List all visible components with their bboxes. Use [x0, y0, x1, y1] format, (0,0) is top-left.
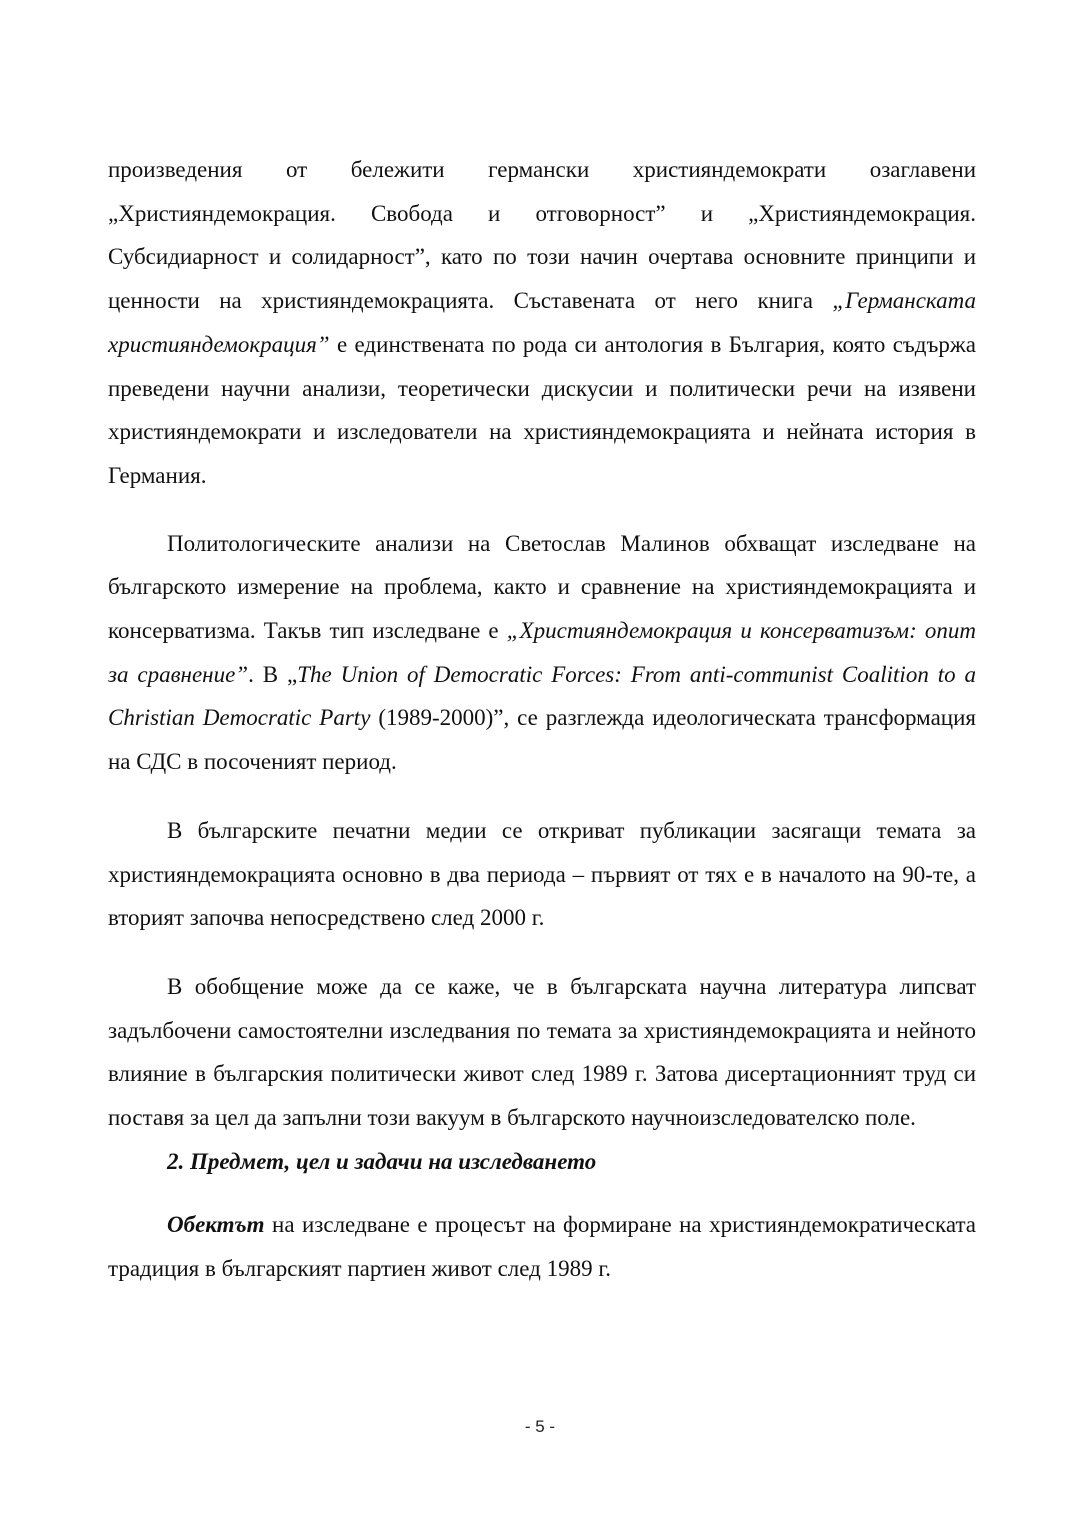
- paragraph-research-object: [108, 1203, 976, 1290]
- paragraph-text: В българските печатни медии се откриват публикации засягащи темата за християндемокрацията основно в два периода – първият от тях е в началото на 90-те, а вторият започва непосредствено след 2000 г.: [108, 817, 976, 931]
- page-number: - 5 -: [524, 1417, 556, 1436]
- section-heading: 2. Предмет, цел и задачи на изследването: [167, 1148, 597, 1174]
- paragraph-print-media: [108, 809, 976, 940]
- paragraph-text: (1989-2000)”, се разглежда идеологическата трансформация на СДС в посоченият период.: [108, 705, 976, 775]
- paragraph-summary: [108, 965, 976, 1140]
- paragraph-text: . В „: [248, 661, 298, 687]
- lead-term-bold-italic: Обектът: [167, 1212, 265, 1238]
- paragraph-malinov-analyses: [108, 522, 976, 784]
- document-body: [108, 148, 976, 1291]
- paragraph-christian-democracy-anthology: [108, 148, 976, 498]
- publication-title-english-italic: The Union of Democratic Forces: From anti-communist Coalition to a Christian Democratic Party: [108, 661, 976, 731]
- paragraph-text: В обобщение може да се каже, че в българската научна литература липсват задълбочени самостоятелни изследвания по темата за християндемокрацията и нейното влияние в българския политически живот след 1989 г. Затова дисертационният труд си поставя за цел да запълни този вакуум в българското научноизследователско поле.: [108, 973, 976, 1131]
- paragraph-text: произведения от бележити германски християндемократи озаглавени „Християндемокрация. Свобода и отговорност” и „Християндемокрация. Субсидиарност и солидарност”, като по този начин очертава основните принципи и ценности на християндемокрацията. Съставената от него книга: [108, 157, 976, 314]
- paragraph-text: Политологическите анализи на Светослав Малинов обхващат изследване на българското измерение на проблема, както и сравнение на християндемокрацията и консерватизма. Такъв тип изследване е: [108, 530, 976, 644]
- paragraph-text: на изследване е процесът на формиране на християндемократическата традиция в българският партиен живот след 1989 г.: [108, 1212, 976, 1282]
- paragraph-text: е единствената по рода си антология в България, която съдържа преведени научни анализи, теоретически дискусии и политически речи на изявени християндемократи и изследователи на християндемокрацията и нейната история в Германия.: [108, 331, 976, 488]
- publication-title-italic: „Християндемокрация и консерватизъм: опит за сравнение”: [108, 618, 976, 687]
- book-title-italic: „Германската християндемокрация”: [108, 288, 976, 357]
